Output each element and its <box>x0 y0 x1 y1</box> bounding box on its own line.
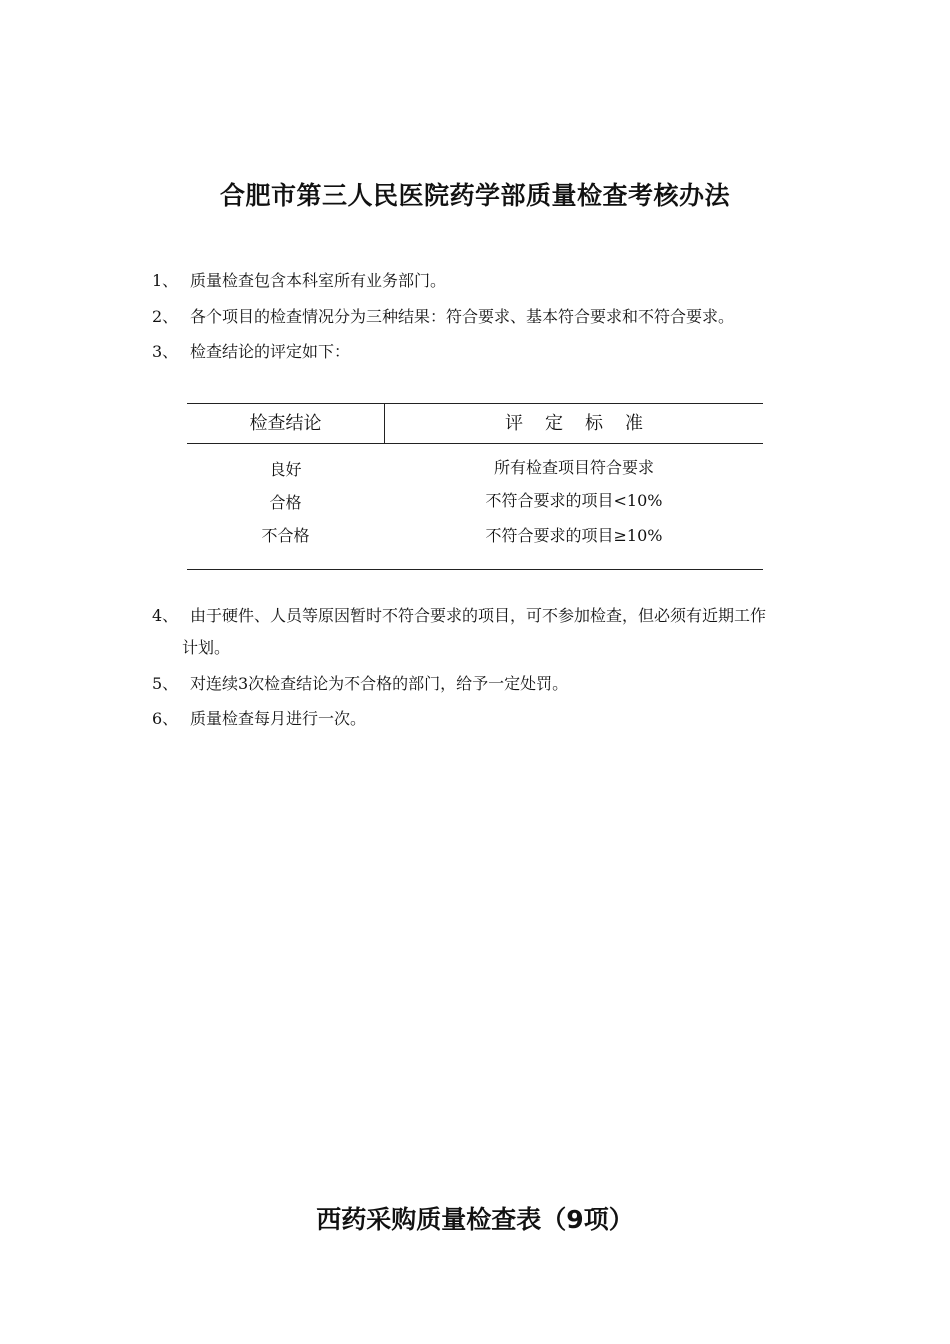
item-number: 1、 <box>152 271 179 290</box>
item-text: 质量检查每月进行一次。 <box>190 709 367 728</box>
cell-standard: 不符合要求的项目<10% <box>485 491 663 510</box>
item-text: 由于硬件、人员等原因暂时不符合要求的项目，可不参加检查，但必须有近期工作 <box>190 606 767 625</box>
item-text: 对连续3次检查结论为不合格的部门，给予一定处罚。 <box>190 674 569 693</box>
list-item-4 <box>152 604 766 660</box>
table-bottom-rule <box>187 569 763 570</box>
cell-conclusion: 不合格 <box>261 526 310 545</box>
list-item-2 <box>152 305 734 329</box>
list-item-5 <box>152 672 568 696</box>
cell-conclusion: 良好 <box>269 460 302 479</box>
header-conclusion: 检查结论 <box>249 413 322 434</box>
header-standard: 评定标准 <box>505 413 665 434</box>
list-item-3 <box>152 340 350 364</box>
item-text: 检查结论的评定如下： <box>190 342 351 361</box>
item-number: 4、 <box>152 606 179 625</box>
section-title: 西药采购质量检查表（9项） <box>316 1205 634 1234</box>
item-number: 2、 <box>152 307 179 326</box>
cell-standard: 所有检查项目符合要求 <box>493 458 654 477</box>
table-top-rule <box>187 403 763 404</box>
item-text: 质量检查包含本科室所有业务部门。 <box>190 271 447 290</box>
item-number: 6、 <box>152 709 179 728</box>
list-item-1 <box>152 269 446 293</box>
page-title: 合肥市第三人民医院药学部质量检查考核办法 <box>219 181 730 210</box>
item-text-continued: 计划。 <box>182 638 231 657</box>
table-header-rule <box>187 443 763 444</box>
list-item-6 <box>152 707 366 731</box>
item-number: 5、 <box>152 674 179 693</box>
item-number: 3、 <box>152 342 179 361</box>
cell-standard: 不符合要求的项目≥10% <box>485 526 663 545</box>
cell-conclusion: 合格 <box>269 493 302 512</box>
item-text: 各个项目的检查情况分为三种结果：符合要求、基本符合要求和不符合要求。 <box>190 307 735 326</box>
